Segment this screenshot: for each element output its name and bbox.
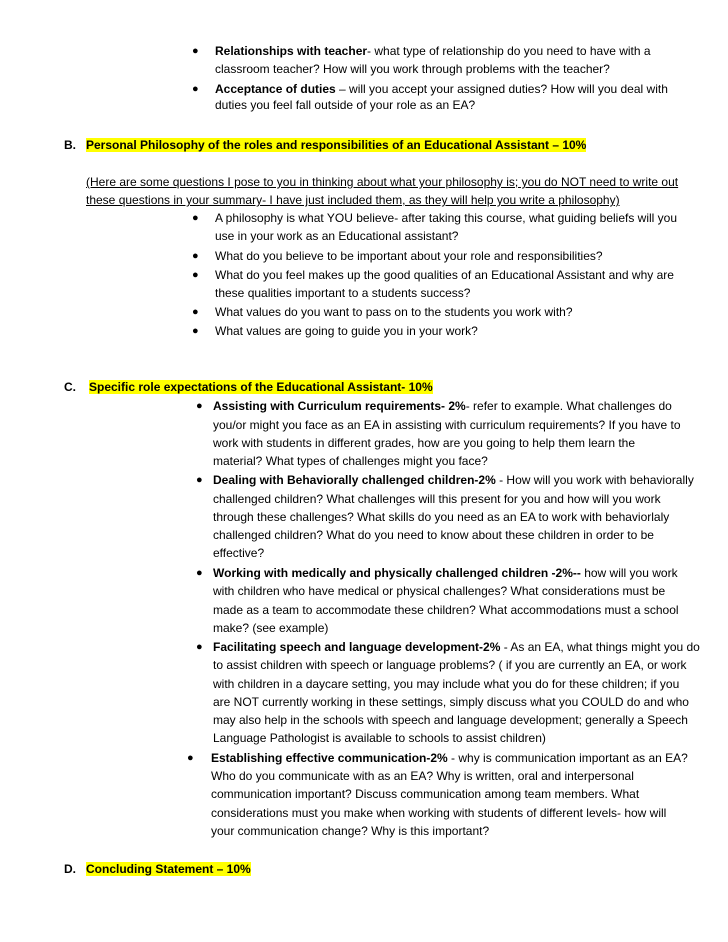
list-item-text: may also help in the schools with speech and language development; generally a Speech bbox=[213, 713, 688, 727]
list-item-text: A philosophy is what YOU believe- after taking this course, what guiding beliefs will you bbox=[215, 211, 678, 225]
section-d-heading: Concluding Statement – 10% bbox=[86, 862, 251, 876]
list-item-text: duties you feel fall outside of your role as an EA? bbox=[215, 98, 476, 112]
list-item-text: to assist children with speech or language problems? ( if you are currently an EA, or work bbox=[213, 658, 687, 672]
item-title: Facilitating speech and language development-2% bbox=[213, 640, 501, 654]
list-item-text: classroom teacher? How will you work through problems with the teacher? bbox=[215, 62, 610, 76]
item-text: – will you accept your assigned duties? How will you deal with bbox=[335, 82, 668, 96]
list-item-relationships bbox=[215, 44, 651, 58]
section-b-intro: (Here are some questions I pose to you in thinking about what your philosophy is; you do NOT need to write out bbox=[86, 175, 679, 189]
section-c-label: C. bbox=[64, 380, 76, 394]
list-item-text: with children in a daycare setting, you may include what you do for these children; if you bbox=[213, 677, 680, 691]
item-title: Acceptance of duties bbox=[215, 82, 336, 96]
item-text: - How will you work with behaviorally bbox=[495, 473, 694, 487]
list-item-text: effective? bbox=[213, 546, 265, 560]
item-title: Relationships with teacher bbox=[215, 44, 368, 58]
list-item-text: use in your work as an Educational assistant? bbox=[215, 229, 459, 243]
list-item-text: through these challenges? What skills do you need as an EA to work with behaviorlaly bbox=[213, 510, 670, 524]
item-title: Working with medically and physically challenged children -2%-- bbox=[213, 566, 581, 580]
item-title: Establishing effective communication-2% bbox=[211, 751, 448, 765]
section-c-heading: Specific role expectations of the Educational Assistant- 10% bbox=[89, 380, 433, 394]
list-item-curriculum bbox=[213, 399, 672, 413]
section-b-label: B. bbox=[64, 138, 76, 152]
list-item-text: you/or might you face as an EA in assisting with curriculum requirements? If you have to bbox=[213, 418, 681, 432]
list-item-text: are NOT currently working in these settings, simply discuss what you COULD do and who bbox=[213, 695, 689, 709]
list-item-text: What values do you want to pass on to the students you work with? bbox=[215, 305, 573, 319]
list-item-medical bbox=[213, 566, 678, 580]
bullet-icon: ● bbox=[196, 567, 203, 579]
item-title: Dealing with Behaviorally challenged children-2% bbox=[213, 473, 496, 487]
bullet-icon: ● bbox=[192, 306, 199, 318]
list-item-communication bbox=[211, 751, 688, 765]
bullet-icon: ● bbox=[187, 752, 194, 764]
list-item-text: communication important? Discuss communication among team members. What bbox=[211, 787, 640, 801]
section-b-intro: these questions in your summary- I have just included them, as they will help you write a philosophy) bbox=[86, 193, 620, 207]
list-item-text: make? (see example) bbox=[213, 621, 329, 635]
list-item-text: made as a team to accommodate these children? What accommodations must a school bbox=[213, 603, 679, 617]
item-text: - As an EA, what things might you do bbox=[500, 640, 700, 654]
section-d-label: D. bbox=[64, 862, 76, 876]
item-title: Assisting with Curriculum requirements- 2% bbox=[213, 399, 466, 413]
item-text: - refer to example. What challenges do bbox=[465, 399, 672, 413]
bullet-icon: ● bbox=[196, 474, 203, 486]
list-item-text: What do you feel makes up the good qualities of an Educational Assistant and why are bbox=[215, 268, 674, 282]
list-item-text: challenged children? What challenges will this present for you and how will you work bbox=[213, 492, 661, 506]
list-item-text: material? What types of challenges might you face? bbox=[213, 454, 488, 468]
list-item-behavior bbox=[213, 473, 694, 487]
list-item-text: Who do you communicate with as an EA? Why is written, oral and interpersonal bbox=[211, 769, 634, 783]
list-item-text: with children who have medical or physical challenges? What considerations must be bbox=[213, 584, 666, 598]
list-item-acceptance bbox=[215, 82, 668, 96]
list-item-text: your communication change? Why is this important? bbox=[211, 824, 490, 838]
list-item-text: challenged children? What do you need to know about these children in order to be bbox=[213, 528, 654, 542]
list-item-text: What do you believe to be important about your role and responsibilities? bbox=[215, 249, 603, 263]
list-item-text: Language Pathologist is available to schools to assist children) bbox=[213, 731, 546, 745]
list-item-text: these qualities important to a students success? bbox=[215, 286, 471, 300]
bullet-icon: ● bbox=[196, 400, 203, 412]
list-item-speech bbox=[213, 640, 700, 654]
list-item-text: What values are going to guide you in your work? bbox=[215, 324, 478, 338]
bullet-icon: ● bbox=[192, 325, 199, 337]
section-b-heading: Personal Philosophy of the roles and responsibilities of an Educational Assistant – 10% bbox=[86, 138, 587, 152]
bullet-icon: ● bbox=[192, 83, 199, 95]
bullet-icon: ● bbox=[192, 212, 199, 224]
bullet-icon: ● bbox=[192, 45, 199, 57]
item-text: - why is communication important as an EA? bbox=[447, 751, 688, 765]
bullet-icon: ● bbox=[192, 250, 199, 262]
item-text: how will you work bbox=[580, 566, 678, 580]
bullet-icon: ● bbox=[196, 641, 203, 653]
item-text: - what type of relationship do you need to have with a bbox=[367, 44, 651, 58]
bullet-icon: ● bbox=[192, 269, 199, 281]
list-item-text: work with students in different grades, how are you going to help them learn the bbox=[213, 436, 636, 450]
list-item-text: considerations must you make when working with students of different levels- how will bbox=[211, 806, 667, 820]
